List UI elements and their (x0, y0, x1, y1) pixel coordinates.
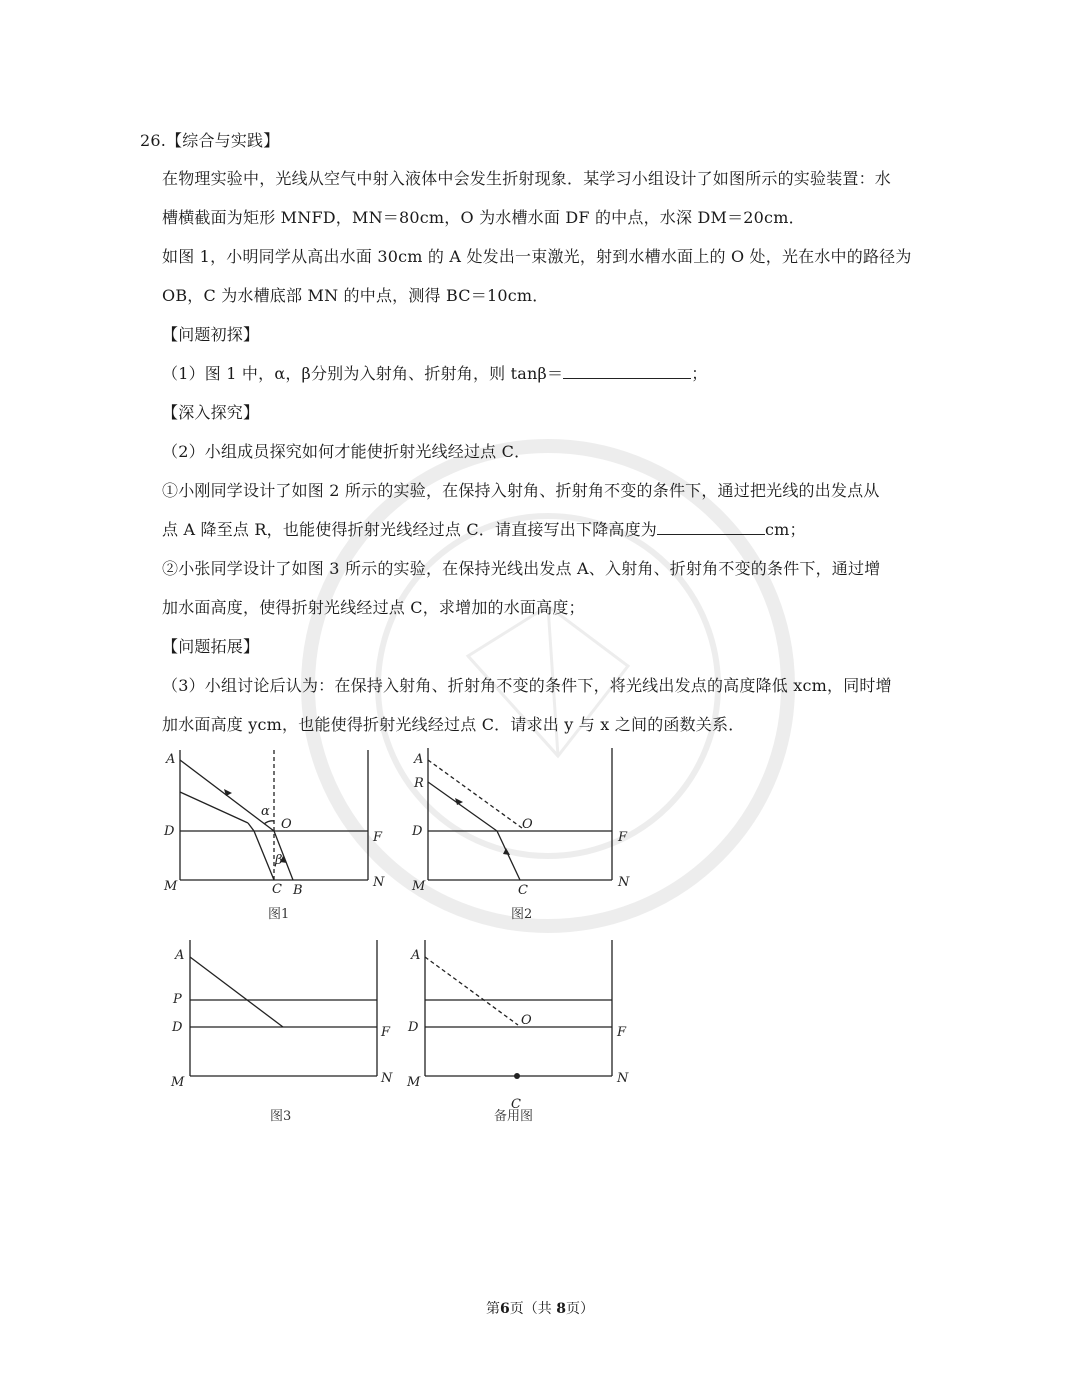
arrow-icon (455, 798, 463, 805)
label-F: F (618, 830, 628, 845)
figure-3 (150, 935, 400, 1130)
section-deep-explore: 【深入探究】 (162, 403, 260, 422)
label-F: F (373, 830, 383, 845)
footer-total-pages: 8 (556, 1301, 566, 1317)
label-A: A (175, 948, 185, 963)
label-O: O (521, 1013, 532, 1028)
label-M: M (171, 1075, 185, 1090)
section-problem-intro: 【问题初探】 (162, 325, 260, 344)
figure-2-caption: 图2 (511, 907, 533, 922)
label-D: D (172, 1020, 183, 1035)
arrow-icon (503, 848, 510, 855)
question-title: 【综合与实践】 (166, 131, 280, 150)
label-A: A (414, 752, 424, 767)
label-N: N (373, 875, 385, 890)
footer-mid: 页（共 (509, 1301, 557, 1317)
para1-line2: 槽横截面为矩形 MNFD，MN＝80cm，O 为水槽水面 DF 的中点，水深 DM＝20cm． (162, 208, 805, 227)
label-D: D (408, 1020, 419, 1035)
point-C-dot (514, 1073, 520, 1079)
q2b-line2: 加水面高度，使得折射光线经过点 C，求增加的水面高度； (162, 598, 585, 617)
q2a-line1: ①小刚同学设计了如图 2 所示的实验，在保持入射角、折射角不变的条件下，通过把光线的出发点从 (162, 481, 880, 500)
q3-line2: 加水面高度 ycm，也能使得折射光线经过点 C．请求出 y 与 x 之间的函数关系． (162, 715, 745, 734)
footer-page-number: 6 (500, 1301, 510, 1317)
q2a-line2 (162, 517, 806, 540)
label-M: M (412, 879, 426, 894)
label-O: O (522, 817, 533, 832)
figure-spare (400, 935, 650, 1130)
para1-line1: 在物理实验中，光线从空气中射入液体中会发生折射现象．某学习小组设计了如图所示的实验装置：水 (162, 169, 892, 188)
label-N: N (617, 1071, 629, 1086)
figure-3-caption: 图3 (270, 1109, 292, 1124)
footer-prefix: 第 (486, 1301, 501, 1317)
label-C: C (272, 882, 282, 897)
label-D: D (164, 824, 175, 839)
label-F: F (617, 1025, 627, 1040)
q2a-answer-blank[interactable] (657, 520, 765, 535)
q1-end: ； (691, 364, 708, 383)
q1 (162, 361, 707, 384)
footer-suffix: 页） (565, 1301, 594, 1317)
label-F: F (381, 1025, 391, 1040)
section-problem-extension: 【问题拓展】 (162, 637, 260, 656)
label-A: A (411, 948, 421, 963)
page-footer (0, 1298, 1080, 1318)
q2b-line1: ②小张同学设计了如图 3 所示的实验，在保持光线出发点 A、入射角、折射角不变的条件下，通过增 (162, 559, 881, 578)
label-B: B (293, 883, 303, 898)
q2-text: （2）小组成员探究如何才能使折射光线经过点 C． (162, 442, 531, 461)
q3-line1: （3）小组讨论后认为：在保持入射角、折射角不变的条件下，将光线出发点的高度降低 xcm，同时增 (162, 676, 892, 695)
figure-2 (400, 740, 650, 930)
label-P: P (173, 992, 182, 1007)
label-C: C (511, 1097, 521, 1112)
question-heading (140, 128, 279, 151)
q2a-text: 点 A 降至点 R，也能使得折射光线经过点 C．请直接写出下降高度为 (162, 520, 657, 539)
para2-line2: OB，C 为水槽底部 MN 的中点，测得 BC＝10cm． (162, 286, 549, 305)
label-N: N (618, 875, 630, 890)
q1-text: （1）图 1 中，α，β分别为入射角、折射角，则 tanβ＝ (162, 364, 564, 383)
para2-line1: 如图 1，小明同学从高出水面 30cm 的 A 处发出一束激光，射到水槽水面上的 O 处，光在水中的路径为 (162, 247, 912, 266)
label-D: D (412, 824, 423, 839)
figure-1-caption: 图1 (268, 907, 290, 922)
label-N: N (381, 1071, 393, 1086)
label-M: M (407, 1075, 421, 1090)
label-beta: β (275, 853, 283, 868)
figure-spare-caption: 备用图 (494, 1109, 534, 1124)
label-M: M (164, 879, 178, 894)
label-A: A (166, 752, 176, 767)
q1-answer-blank[interactable] (563, 364, 691, 379)
label-C: C (518, 883, 528, 898)
figure-1 (150, 740, 400, 930)
label-alpha: α (261, 804, 270, 819)
question-number: 26. (140, 131, 167, 150)
label-O: O (281, 817, 292, 832)
label-R: R (414, 776, 424, 791)
q2a-unit: cm； (765, 520, 806, 539)
